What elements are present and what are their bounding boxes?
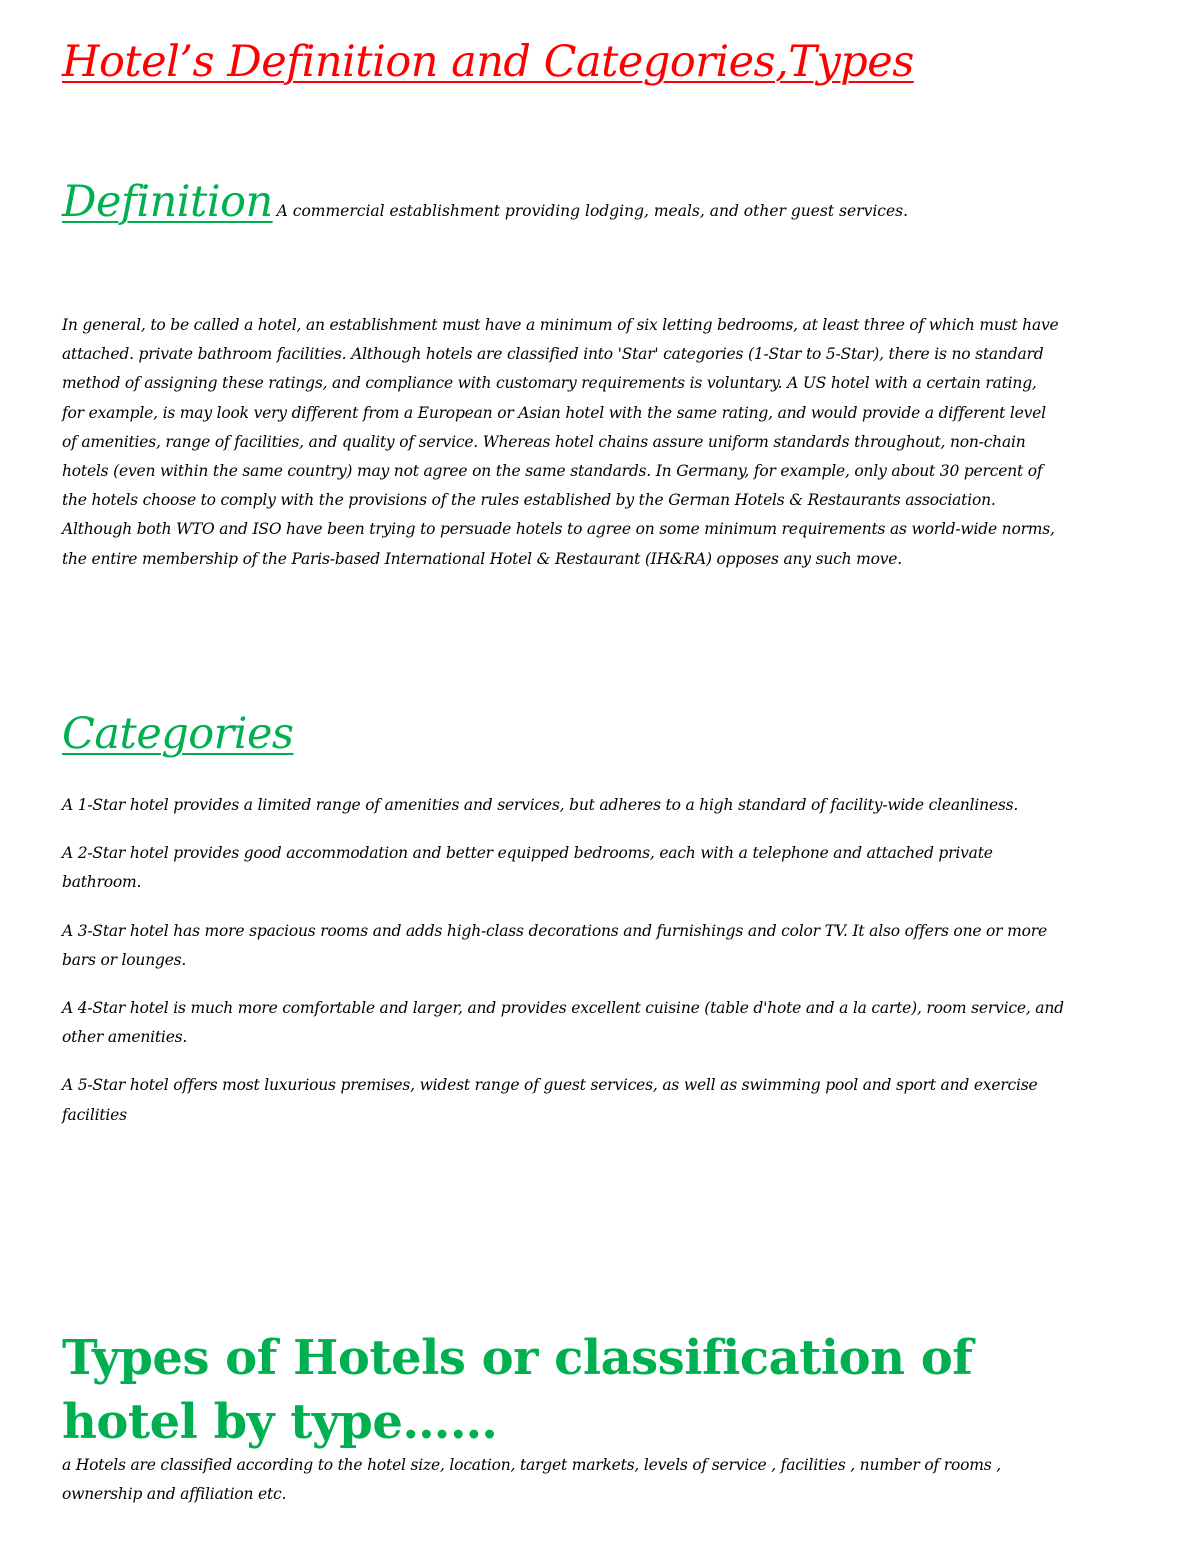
document-title: Hotel’s Definition and Categories,Types xyxy=(62,37,914,87)
category-item-4-star: A 4-Star hotel is much more comfortable and larger, and provides excellent cuisine (table d'hote and a la carte), room service, and other amenities. xyxy=(62,999,1064,1047)
general-paragraph: In general, to be called a hotel, an establishment must have a minimum of six letting bedrooms, at least three of which must have attached. private bathroom facilities. Although hotels are classified into 'Star' categories (1-Star to 5-Star), there is no standard method of assigning these ratings, and compliance with customary requirements is voluntary. A US hotel with a certain rating, for example, is may look very different from a European or Asian hotel with the same rating, and would provide a different level of amenities, range of facilities, and quality of service. Whereas hotel chains assure uniform standards throughout, non-chain hotels (even within the same country) may not agree on the same standards. In Germany, for example, only about 30 percent of the hotels choose to comply with the provisions of the rules established by the German Hotels & Restaurants association. Although both WTO and ISO have been trying to persuade hotels to agree on some minimum requirements as world-wide norms, the entire membership of the Paris-based International Hotel & Restaurant (IH&RA) opposes any such move. xyxy=(62,316,1059,568)
definition-section xyxy=(62,172,908,232)
category-item-3-star: A 3-Star hotel has more spacious rooms and adds high-class decorations and furnishings and color TV. It also offers one or more bars or lounges. xyxy=(62,921,1047,969)
definition-text: A commercial establishment providing lodging, meals, and other guest services. xyxy=(276,202,909,220)
types-heading: Types of Hotels or classification of hotel by type…… xyxy=(62,1330,973,1450)
category-item-5-star: A 5-Star hotel offers most luxurious premises, widest range of guest services, as well as swimming pool and sport and exercise facilities xyxy=(62,1076,1038,1124)
categories-list xyxy=(62,791,1072,1149)
types-paragraph: a Hotels are classified according to the hotel size, location, target markets, levels of service , facilities , number of rooms , ownership and affiliation etc. xyxy=(62,1456,1001,1504)
category-item-1-star: A 1-Star hotel provides a limited range of amenities and services, but adheres to a high standard of facility-wide cleanliness. xyxy=(62,796,1019,814)
categories-heading: Categories xyxy=(62,709,294,759)
definition-heading: Definition xyxy=(62,177,273,227)
category-item-2-star: A 2-Star hotel provides good accommodation and better equipped bedrooms, each with a telephone and attached private bathroom. xyxy=(62,844,993,892)
